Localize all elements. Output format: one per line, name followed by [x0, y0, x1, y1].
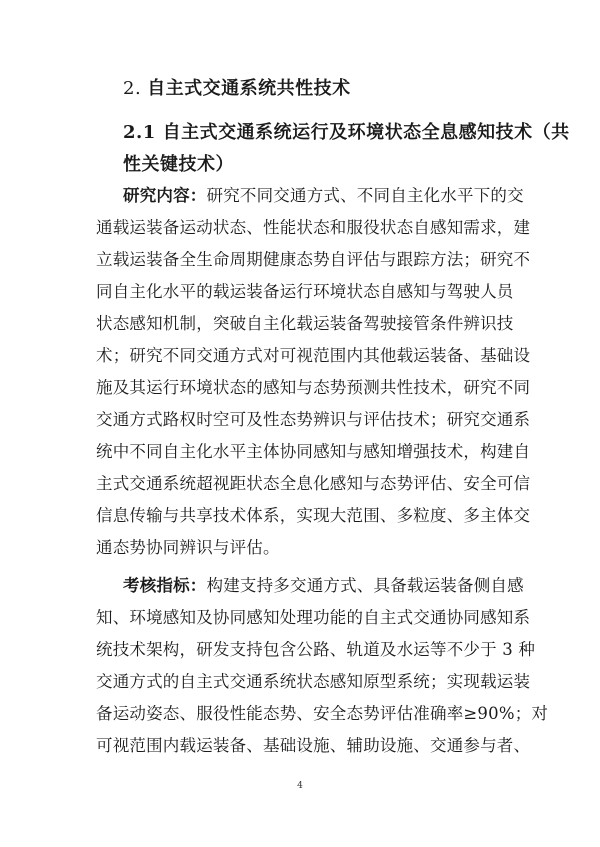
- assessment-line: 统技术架构，研发支持包含公路、轨道及水运等不少于 3 种: [96, 640, 536, 659]
- research-line: 通载运装备运动状态、性能状态和服役状态自感知需求，建: [96, 218, 531, 237]
- research-line: 交通方式路权时空可及性态势辨识与评估技术；研究交通系: [96, 410, 531, 429]
- research-line: 施及其运行环境状态的感知与态势预测共性技术，研究不同: [96, 378, 531, 397]
- research-line: 通态势协同辨识与评估。: [96, 538, 280, 557]
- assessment-line: 知、环境感知及协同感知处理功能的自主式交通协同感知系: [96, 608, 531, 627]
- research-line: 统中不同自主化水平主体协同感知与感知增强技术，构建自: [96, 442, 531, 461]
- research-line-1: 研究内容：研究不同交通方式、不同自主化水平下的交: [123, 186, 524, 205]
- page-number: 4: [297, 781, 303, 791]
- research-line: 术；研究不同交通方式对可视范围内其他载运装备、基础设: [96, 346, 531, 365]
- assessment-line: 交通方式的自主式交通系统状态感知原型系统；实现载运装: [96, 672, 531, 691]
- assessment-line: 备运动姿态、服役性能态势、安全态势评估准确率≥90%；对: [96, 704, 549, 723]
- section-title: 自主式交通系统共性技术: [147, 78, 351, 99]
- research-line: 立载运装备全生命周期健康态势自评估与跟踪方法；研究不: [96, 250, 531, 269]
- research-line: 主式交通系统超视距状态全息化感知与态势评估、安全可信: [96, 474, 531, 493]
- research-line: 信息传输与共享技术体系，实现大范围、多粒度、多主体交: [96, 506, 531, 525]
- assessment-label: 考核指标：: [123, 576, 207, 595]
- research-label: 研究内容：: [123, 186, 207, 205]
- assessment-line: 可视范围内载运装备、基础设施、辅助设施、交通参与者、: [96, 736, 531, 755]
- assessment-line-1: 考核指标：构建支持多交通方式、具备载运装备侧自感: [123, 576, 524, 595]
- subsection-heading-line1: 2.1 自主式交通系统运行及环境状态全息感知技术（共: [123, 122, 570, 143]
- research-line: 状态感知机制，突破自主化载运装备驾驶接管条件辨识技: [96, 314, 514, 333]
- section-heading: [123, 74, 351, 100]
- research-line: 同自主化水平的载运装备运行环境状态自感知与驾驶人员: [96, 282, 514, 301]
- section-number: 2.: [123, 78, 142, 99]
- subsection-heading-line2: 性关键技术）: [123, 154, 234, 175]
